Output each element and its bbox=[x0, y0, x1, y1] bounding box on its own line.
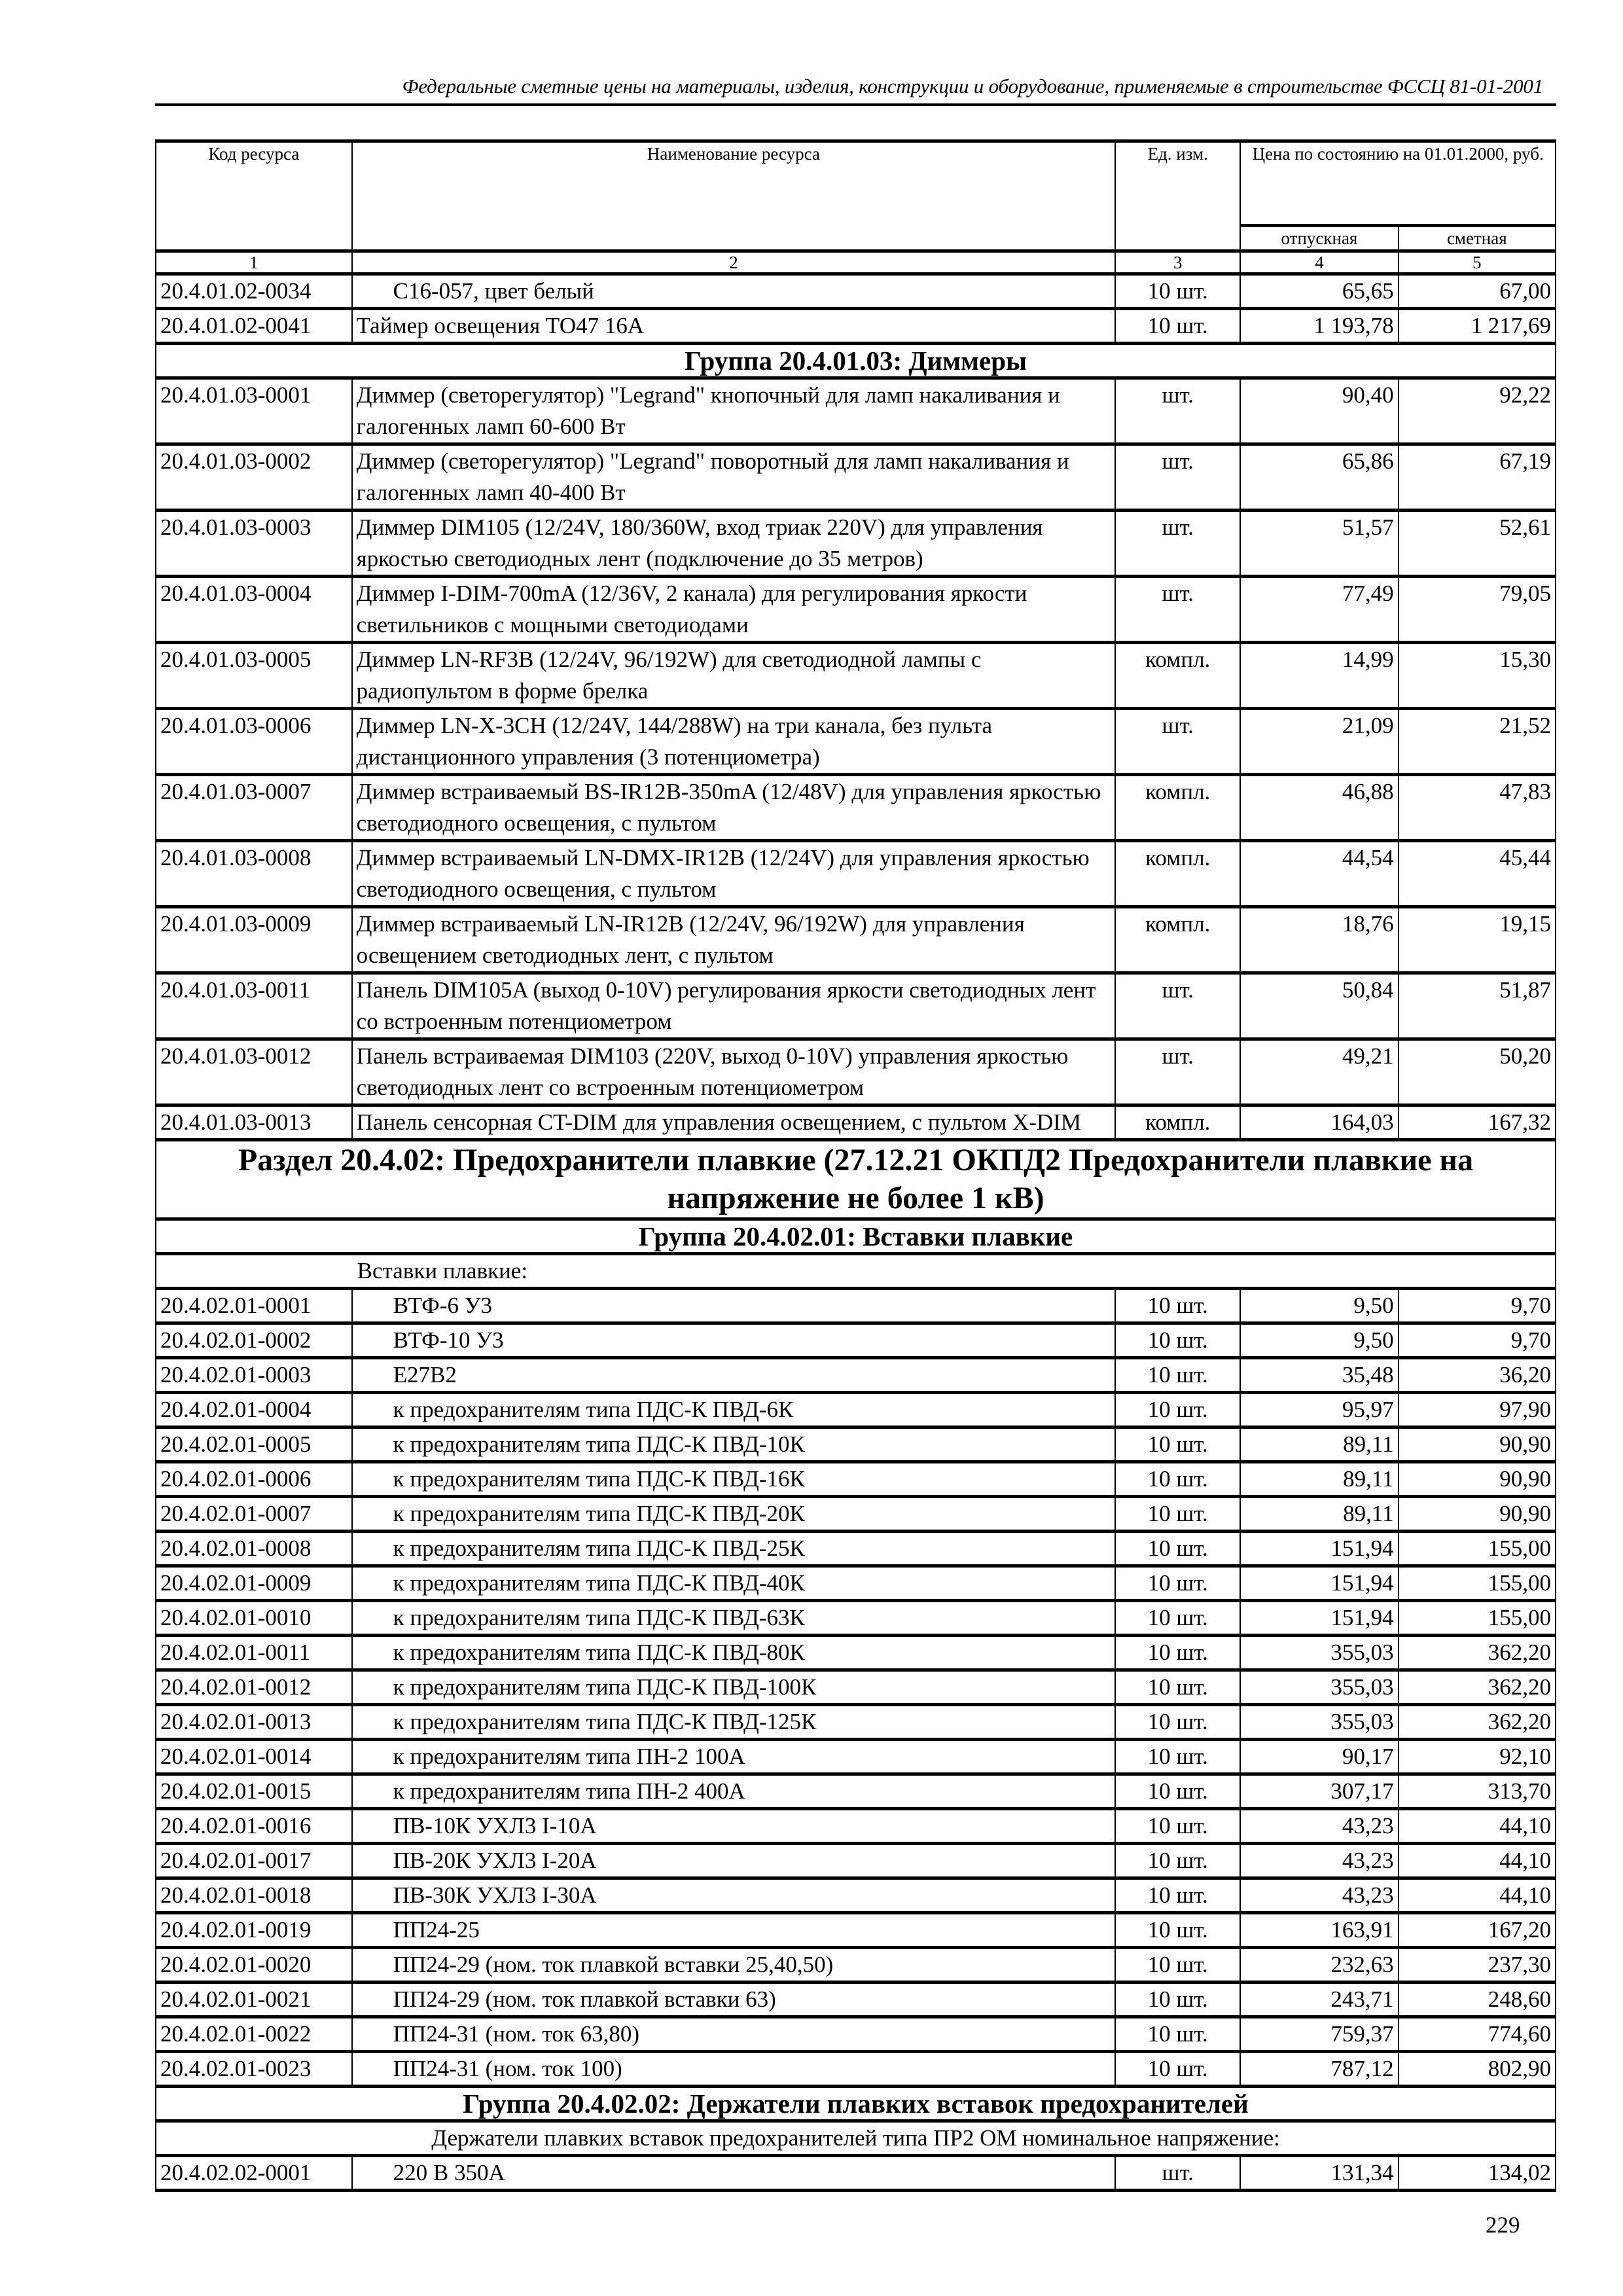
resource-name: к предохранителям типа ПДС-К ПВД-6К bbox=[352, 1393, 1116, 1427]
estimate-price: 79,05 bbox=[1399, 577, 1556, 643]
resource-code: 20.4.01.02-0041 bbox=[156, 309, 352, 344]
resource-name: ПП24-29 (ном. ток плавкой вставки 25,40,50) bbox=[352, 1948, 1116, 1982]
table-row bbox=[156, 907, 1556, 973]
unit-of-measure: 10 шт. bbox=[1115, 1844, 1240, 1878]
resource-code: 20.4.01.03-0004 bbox=[156, 577, 352, 643]
resource-name: ВТФ-10 У3 bbox=[352, 1323, 1116, 1358]
estimate-price: 362,20 bbox=[1399, 1670, 1556, 1705]
table-row bbox=[156, 444, 1556, 511]
estimate-price: 362,20 bbox=[1399, 1705, 1556, 1740]
release-price: 9,50 bbox=[1240, 1323, 1398, 1358]
estimate-price: 774,60 bbox=[1399, 2017, 1556, 2052]
resource-code: 20.4.02.01-0022 bbox=[156, 2017, 352, 2052]
estimate-price: 90,90 bbox=[1399, 1462, 1556, 1497]
empty-code-cell bbox=[156, 1254, 352, 1289]
table-row bbox=[156, 643, 1556, 709]
table-row bbox=[156, 1358, 1556, 1393]
column-header-release-price: отпускная bbox=[1240, 226, 1398, 251]
table-row bbox=[156, 2017, 1556, 2052]
resource-name: ПВ-20К УХЛ3 I-20А bbox=[352, 1844, 1116, 1878]
column-header-name: Наименование ресурса bbox=[352, 141, 1116, 251]
release-price: 355,03 bbox=[1240, 1636, 1398, 1670]
resource-code: 20.4.02.01-0009 bbox=[156, 1566, 352, 1601]
resource-code: 20.4.01.02-0034 bbox=[156, 274, 352, 309]
resource-code: 20.4.01.03-0005 bbox=[156, 643, 352, 709]
resource-code: 20.4.02.01-0013 bbox=[156, 1705, 352, 1740]
estimate-price: 44,10 bbox=[1399, 1844, 1556, 1878]
unit-of-measure: 10 шт. bbox=[1115, 1878, 1240, 1913]
section-heading-title: Раздел 20.4.02: Предохранители плавкие (27.12.21 ОКПД2 Предохранители плавкие на напряжение не более 1 кВ) bbox=[156, 1140, 1556, 1219]
resource-code: 20.4.01.03-0012 bbox=[156, 1039, 352, 1105]
subheading-text: Вставки плавкие: bbox=[352, 1254, 1556, 1289]
resource-name: С16-057, цвет белый bbox=[352, 274, 1116, 309]
estimate-price: 237,30 bbox=[1399, 1948, 1556, 1982]
table-row bbox=[156, 1913, 1556, 1948]
column-header-estimate-price: сметная bbox=[1399, 226, 1556, 251]
table-row bbox=[156, 1809, 1556, 1844]
unit-of-measure: 10 шт. bbox=[1115, 1670, 1240, 1705]
unit-of-measure: 10 шт. bbox=[1115, 1636, 1240, 1670]
estimate-price: 92,10 bbox=[1399, 1740, 1556, 1774]
table-row bbox=[156, 1601, 1556, 1636]
unit-of-measure: 10 шт. bbox=[1115, 1913, 1240, 1948]
release-price: 77,49 bbox=[1240, 577, 1398, 643]
resource-name: ПВ-30К УХЛ3 I-30А bbox=[352, 1878, 1116, 1913]
column-header-unit: Ед. изм. bbox=[1115, 141, 1240, 251]
release-price: 232,63 bbox=[1240, 1948, 1398, 1982]
estimate-price: 36,20 bbox=[1399, 1358, 1556, 1393]
group-heading-fuse-links-title: Группа 20.4.02.01: Вставки плавкие bbox=[156, 1219, 1556, 1254]
estimate-price: 1 217,69 bbox=[1399, 309, 1556, 344]
table-row bbox=[156, 1982, 1556, 2017]
release-price: 50,84 bbox=[1240, 973, 1398, 1039]
release-price: 90,40 bbox=[1240, 378, 1398, 444]
resource-name: Диммер встраиваемый LN-IR12B (12/24V, 96/192W) для управления освещением светодиодных лент, с пультом bbox=[352, 907, 1116, 973]
unit-of-measure: компл. bbox=[1115, 775, 1240, 841]
table-row bbox=[156, 1323, 1556, 1358]
estimate-price: 9,70 bbox=[1399, 1289, 1556, 1323]
unit-of-measure: шт. bbox=[1115, 444, 1240, 511]
estimate-price: 167,32 bbox=[1399, 1105, 1556, 1140]
unit-of-measure: 10 шт. bbox=[1115, 1601, 1240, 1636]
unit-of-measure: 10 шт. bbox=[1115, 2017, 1240, 2052]
table-row bbox=[156, 577, 1556, 643]
unit-of-measure: 10 шт. bbox=[1115, 1948, 1240, 1982]
unit-of-measure: 10 шт. bbox=[1115, 1532, 1240, 1566]
resource-code: 20.4.02.01-0001 bbox=[156, 1289, 352, 1323]
table-row bbox=[156, 1462, 1556, 1497]
table-row bbox=[156, 274, 1556, 309]
release-price: 89,11 bbox=[1240, 1427, 1398, 1462]
estimate-price: 90,90 bbox=[1399, 1497, 1556, 1532]
resource-name: ВТФ-6 У3 bbox=[352, 1289, 1116, 1323]
subheading-text: Держатели плавких вставок предохранителей типа ПР2 ОМ номинальное напряжение: bbox=[156, 2121, 1556, 2156]
table-body bbox=[156, 274, 1556, 2191]
release-price: 151,94 bbox=[1240, 1566, 1398, 1601]
resource-name: Диммер LN-X-3CH (12/24V, 144/288W) на три канала, без пульта дистанционного управления (3 потенциометра) bbox=[352, 709, 1116, 775]
table-row bbox=[156, 1740, 1556, 1774]
estimate-price: 51,87 bbox=[1399, 973, 1556, 1039]
estimate-price: 97,90 bbox=[1399, 1393, 1556, 1427]
resource-name: к предохранителям типа ПДС-К ПВД-100К bbox=[352, 1670, 1116, 1705]
estimate-price: 362,20 bbox=[1399, 1636, 1556, 1670]
unit-of-measure: шт. bbox=[1115, 973, 1240, 1039]
estimate-price: 134,02 bbox=[1399, 2156, 1556, 2191]
unit-of-measure: 10 шт. bbox=[1115, 1809, 1240, 1844]
table-row bbox=[156, 1039, 1556, 1105]
column-number: 3 bbox=[1115, 251, 1240, 274]
release-price: 89,11 bbox=[1240, 1497, 1398, 1532]
resource-code: 20.4.02.01-0023 bbox=[156, 2052, 352, 2087]
unit-of-measure: 10 шт. bbox=[1115, 1566, 1240, 1601]
unit-of-measure: 10 шт. bbox=[1115, 1982, 1240, 2017]
resource-code: 20.4.02.01-0007 bbox=[156, 1497, 352, 1532]
group-heading-fuse-holders-title: Группа 20.4.02.02: Держатели плавких вставок предохранителей bbox=[156, 2087, 1556, 2121]
estimate-price: 92,22 bbox=[1399, 378, 1556, 444]
release-price: 151,94 bbox=[1240, 1601, 1398, 1636]
unit-of-measure: 10 шт. bbox=[1115, 309, 1240, 344]
estimate-price: 50,20 bbox=[1399, 1039, 1556, 1105]
unit-of-measure: шт. bbox=[1115, 378, 1240, 444]
unit-of-measure: компл. bbox=[1115, 907, 1240, 973]
release-price: 43,23 bbox=[1240, 1809, 1398, 1844]
column-number: 5 bbox=[1399, 251, 1556, 274]
estimate-price: 67,00 bbox=[1399, 274, 1556, 309]
unit-of-measure: 10 шт. bbox=[1115, 274, 1240, 309]
unit-of-measure: 10 шт. bbox=[1115, 1323, 1240, 1358]
table-row bbox=[156, 1566, 1556, 1601]
resource-code: 20.4.01.03-0006 bbox=[156, 709, 352, 775]
release-price: 355,03 bbox=[1240, 1705, 1398, 1740]
release-price: 759,37 bbox=[1240, 2017, 1398, 2052]
release-price: 90,17 bbox=[1240, 1740, 1398, 1774]
unit-of-measure: компл. bbox=[1115, 643, 1240, 709]
resource-name: к предохранителям типа ПДС-К ПВД-20К bbox=[352, 1497, 1116, 1532]
resource-code: 20.4.02.01-0002 bbox=[156, 1323, 352, 1358]
table-row bbox=[156, 1105, 1556, 1140]
column-header-code: Код ресурса bbox=[156, 141, 352, 251]
release-price: 14,99 bbox=[1240, 643, 1398, 709]
release-price: 49,21 bbox=[1240, 1039, 1398, 1105]
unit-of-measure: шт. bbox=[1115, 1039, 1240, 1105]
estimate-price: 155,00 bbox=[1399, 1532, 1556, 1566]
release-price: 131,34 bbox=[1240, 2156, 1398, 2191]
unit-of-measure: 10 шт. bbox=[1115, 2052, 1240, 2087]
table-row bbox=[156, 2156, 1556, 2191]
release-price: 163,91 bbox=[1240, 1913, 1398, 1948]
unit-of-measure: 10 шт. bbox=[1115, 1427, 1240, 1462]
table-row bbox=[156, 1878, 1556, 1913]
table-row bbox=[156, 1636, 1556, 1670]
table-row bbox=[156, 1393, 1556, 1427]
release-price: 43,23 bbox=[1240, 1878, 1398, 1913]
resource-name: ПП24-25 bbox=[352, 1913, 1116, 1948]
column-number: 2 bbox=[352, 251, 1116, 274]
resource-code: 20.4.02.01-0005 bbox=[156, 1427, 352, 1462]
resource-name: Е27В2 bbox=[352, 1358, 1116, 1393]
resource-name: Диммер (светорегулятор) "Legrand" поворотный для ламп накаливания и галогенных ламп 40-400 Вт bbox=[352, 444, 1116, 511]
estimate-price: 15,30 bbox=[1399, 643, 1556, 709]
estimate-price: 45,44 bbox=[1399, 841, 1556, 907]
table-row bbox=[156, 1705, 1556, 1740]
release-price: 95,97 bbox=[1240, 1393, 1398, 1427]
resource-code: 20.4.01.03-0009 bbox=[156, 907, 352, 973]
column-number-row bbox=[156, 251, 1556, 274]
release-price: 51,57 bbox=[1240, 511, 1398, 577]
resource-name: Диммер I-DIM-700mA (12/36V, 2 канала) для регулирования яркости светильников с мощными светодиодами bbox=[352, 577, 1116, 643]
estimate-price: 44,10 bbox=[1399, 1809, 1556, 1844]
group-heading-dimmers bbox=[156, 344, 1556, 378]
resource-code: 20.4.01.03-0011 bbox=[156, 973, 352, 1039]
release-price: 21,09 bbox=[1240, 709, 1398, 775]
release-price: 1 193,78 bbox=[1240, 309, 1398, 344]
resource-name: 220 В 350А bbox=[352, 2156, 1116, 2191]
table-header bbox=[156, 141, 1556, 274]
header-rule bbox=[155, 103, 1556, 106]
resource-name: к предохранителям типа ПДС-К ПВД-80К bbox=[352, 1636, 1116, 1670]
resource-code: 20.4.02.02-0001 bbox=[156, 2156, 352, 2191]
resource-name: Диммер встраиваемый LN-DMX-IR12B (12/24V) для управления яркостью светодиодного освещения, с пультом bbox=[352, 841, 1116, 907]
unit-of-measure: 10 шт. bbox=[1115, 1462, 1240, 1497]
resource-name: к предохранителям типа ПДС-К ПВД-10К bbox=[352, 1427, 1116, 1462]
table-row bbox=[156, 1427, 1556, 1462]
table-row bbox=[156, 1497, 1556, 1532]
resource-code: 20.4.02.01-0008 bbox=[156, 1532, 352, 1566]
resource-name: к предохранителям типа ПДС-К ПВД-16К bbox=[352, 1462, 1116, 1497]
resource-code: 20.4.02.01-0012 bbox=[156, 1670, 352, 1705]
resource-name: ПП24-31 (ном. ток 63,80) bbox=[352, 2017, 1116, 2052]
unit-of-measure: шт. bbox=[1115, 2156, 1240, 2191]
resource-name: Диммер (светорегулятор) "Legrand" кнопочный для ламп накаливания и галогенных ламп 60-600 Вт bbox=[352, 378, 1116, 444]
resource-code: 20.4.02.01-0015 bbox=[156, 1774, 352, 1809]
release-price: 43,23 bbox=[1240, 1844, 1398, 1878]
table-row bbox=[156, 775, 1556, 841]
estimate-price: 47,83 bbox=[1399, 775, 1556, 841]
table-row bbox=[156, 1670, 1556, 1705]
page-number: 229 bbox=[1486, 2212, 1520, 2238]
release-price: 44,54 bbox=[1240, 841, 1398, 907]
release-price: 46,88 bbox=[1240, 775, 1398, 841]
resource-code: 20.4.02.01-0003 bbox=[156, 1358, 352, 1393]
resource-code: 20.4.02.01-0006 bbox=[156, 1462, 352, 1497]
resource-code: 20.4.02.01-0020 bbox=[156, 1948, 352, 1982]
unit-of-measure: 10 шт. bbox=[1115, 1289, 1240, 1323]
resource-name: к предохранителям типа ПДС-К ПВД-25К bbox=[352, 1532, 1116, 1566]
table-row bbox=[156, 1774, 1556, 1809]
section-heading bbox=[156, 1140, 1556, 1219]
unit-of-measure: 10 шт. bbox=[1115, 1705, 1240, 1740]
release-price: 164,03 bbox=[1240, 1105, 1398, 1140]
release-price: 65,65 bbox=[1240, 274, 1398, 309]
resource-code: 20.4.02.01-0010 bbox=[156, 1601, 352, 1636]
resource-code: 20.4.02.01-0019 bbox=[156, 1913, 352, 1948]
resource-code: 20.4.01.03-0013 bbox=[156, 1105, 352, 1140]
estimate-price: 52,61 bbox=[1399, 511, 1556, 577]
resource-name: Диммер встраиваемый BS-IR12B-350mA (12/48V) для управления яркостью светодиодного освещения, с пультом bbox=[352, 775, 1116, 841]
release-price: 243,71 bbox=[1240, 1982, 1398, 2017]
price-table bbox=[155, 139, 1556, 2192]
table-row bbox=[156, 1948, 1556, 1982]
table-row bbox=[156, 309, 1556, 344]
estimate-price: 802,90 bbox=[1399, 2052, 1556, 2087]
resource-code: 20.4.01.03-0008 bbox=[156, 841, 352, 907]
resource-code: 20.4.01.03-0007 bbox=[156, 775, 352, 841]
column-number: 4 bbox=[1240, 251, 1398, 274]
resource-code: 20.4.02.01-0011 bbox=[156, 1636, 352, 1670]
resource-name: Диммер LN-RF3B (12/24V, 96/192W) для светодиодной лампы с радиопультом в форме брелка bbox=[352, 643, 1116, 709]
table-row bbox=[156, 1844, 1556, 1878]
column-header-price-group: Цена по состоянию на 01.01.2000, руб. bbox=[1240, 141, 1556, 226]
resource-name: Панель DIM105A (выход 0-10V) регулирования яркости светодиодных лент со встроенным потенциометром bbox=[352, 973, 1116, 1039]
resource-name: Панель встраиваемая DIM103 (220V, выход 0-10V) управления яркостью светодиодных лент со встроенным потенциометром bbox=[352, 1039, 1116, 1105]
unit-of-measure: 10 шт. bbox=[1115, 1393, 1240, 1427]
unit-of-measure: 10 шт. bbox=[1115, 1497, 1240, 1532]
table-row bbox=[156, 973, 1556, 1039]
estimate-price: 67,19 bbox=[1399, 444, 1556, 511]
table-row bbox=[156, 511, 1556, 577]
unit-of-measure: 10 шт. bbox=[1115, 1358, 1240, 1393]
estimate-price: 167,20 bbox=[1399, 1913, 1556, 1948]
release-price: 18,76 bbox=[1240, 907, 1398, 973]
release-price: 355,03 bbox=[1240, 1670, 1398, 1705]
estimate-price: 155,00 bbox=[1399, 1566, 1556, 1601]
release-price: 89,11 bbox=[1240, 1462, 1398, 1497]
estimate-price: 44,10 bbox=[1399, 1878, 1556, 1913]
resource-code: 20.4.02.01-0018 bbox=[156, 1878, 352, 1913]
resource-name: ПВ-10К УХЛ3 I-10А bbox=[352, 1809, 1116, 1844]
table-row bbox=[156, 841, 1556, 907]
table-row bbox=[156, 2052, 1556, 2087]
running-header-title: Федеральные сметные цены на материалы, изделия, конструкции и оборудование, применяемые в строительстве ФССЦ 81-01-2001 bbox=[402, 75, 1543, 98]
subheading-row bbox=[156, 1254, 1556, 1289]
table-row bbox=[156, 1289, 1556, 1323]
release-price: 9,50 bbox=[1240, 1289, 1398, 1323]
estimate-price: 21,52 bbox=[1399, 709, 1556, 775]
resource-code: 20.4.01.03-0001 bbox=[156, 378, 352, 444]
resource-name: к предохранителям типа ПН-2 100А bbox=[352, 1740, 1116, 1774]
resource-name: к предохранителям типа ПДС-К ПВД-40К bbox=[352, 1566, 1116, 1601]
subheading-row bbox=[156, 2121, 1556, 2156]
unit-of-measure: шт. bbox=[1115, 511, 1240, 577]
resource-name: к предохранителям типа ПДС-К ПВД-63К bbox=[352, 1601, 1116, 1636]
release-price: 65,86 bbox=[1240, 444, 1398, 511]
resource-code: 20.4.02.01-0016 bbox=[156, 1809, 352, 1844]
estimate-price: 313,70 bbox=[1399, 1774, 1556, 1809]
unit-of-measure: компл. bbox=[1115, 841, 1240, 907]
unit-of-measure: компл. bbox=[1115, 1105, 1240, 1140]
group-heading-dimmers-title: Группа 20.4.01.03: Диммеры bbox=[156, 344, 1556, 378]
resource-code: 20.4.01.03-0002 bbox=[156, 444, 352, 511]
unit-of-measure: 10 шт. bbox=[1115, 1740, 1240, 1774]
resource-name: Таймер освещения ТО47 16А bbox=[352, 309, 1116, 344]
resource-code: 20.4.02.01-0004 bbox=[156, 1393, 352, 1427]
table-row bbox=[156, 1532, 1556, 1566]
table-row bbox=[156, 709, 1556, 775]
unit-of-measure: 10 шт. bbox=[1115, 1774, 1240, 1809]
group-heading-fuse-links bbox=[156, 1219, 1556, 1254]
column-number: 1 bbox=[156, 251, 352, 274]
resource-name: ПП24-29 (ном. ток плавкой вставки 63) bbox=[352, 1982, 1116, 2017]
table-row bbox=[156, 378, 1556, 444]
release-price: 151,94 bbox=[1240, 1532, 1398, 1566]
release-price: 35,48 bbox=[1240, 1358, 1398, 1393]
group-heading-fuse-holders bbox=[156, 2087, 1556, 2121]
resource-name: к предохранителям типа ПДС-К ПВД-125К bbox=[352, 1705, 1116, 1740]
estimate-price: 9,70 bbox=[1399, 1323, 1556, 1358]
release-price: 307,17 bbox=[1240, 1774, 1398, 1809]
resource-code: 20.4.01.03-0003 bbox=[156, 511, 352, 577]
release-price: 787,12 bbox=[1240, 2052, 1398, 2087]
unit-of-measure: шт. bbox=[1115, 577, 1240, 643]
resource-name: к предохранителям типа ПН-2 400А bbox=[352, 1774, 1116, 1809]
resource-code: 20.4.02.01-0017 bbox=[156, 1844, 352, 1878]
resource-code: 20.4.02.01-0021 bbox=[156, 1982, 352, 2017]
estimate-price: 248,60 bbox=[1399, 1982, 1556, 2017]
resource-name: Диммер DIM105 (12/24V, 180/360W, вход триак 220V) для управления яркостью светодиодных лент (подключение до 35 метров) bbox=[352, 511, 1116, 577]
resource-name: ПП24-31 (ном. ток 100) bbox=[352, 2052, 1116, 2087]
resource-name: Панель сенсорная CT-DIM для управления освещением, с пультом X-DIM bbox=[352, 1105, 1116, 1140]
estimate-price: 155,00 bbox=[1399, 1601, 1556, 1636]
resource-code: 20.4.02.01-0014 bbox=[156, 1740, 352, 1774]
estimate-price: 19,15 bbox=[1399, 907, 1556, 973]
estimate-price: 90,90 bbox=[1399, 1427, 1556, 1462]
unit-of-measure: шт. bbox=[1115, 709, 1240, 775]
